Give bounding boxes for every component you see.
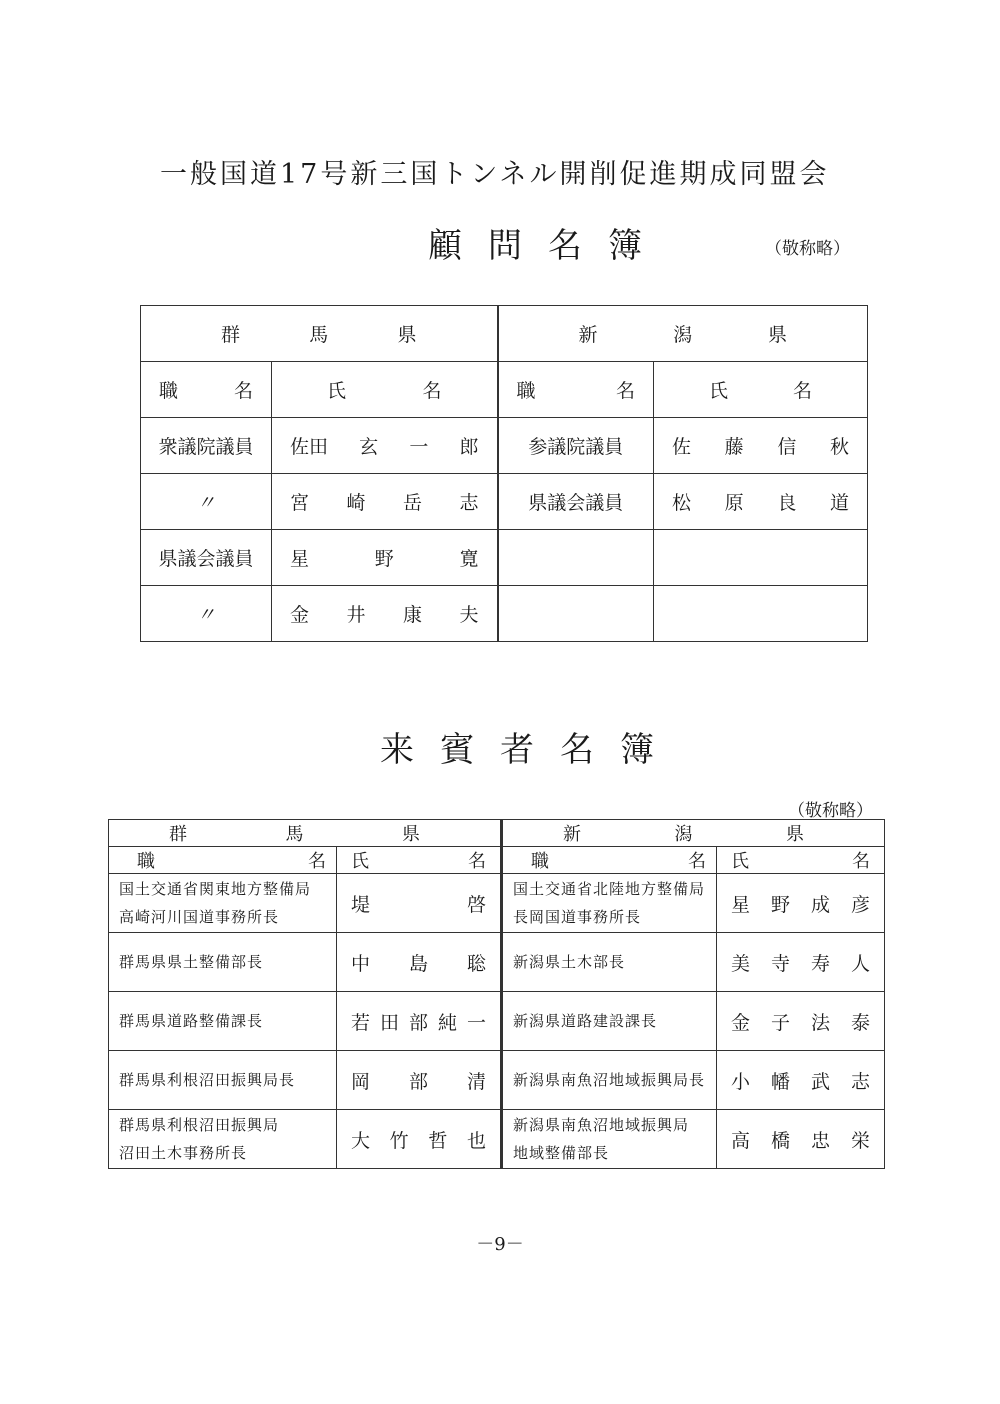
guest-name-text: 小 幡 武 志 [731,1070,870,1093]
guests-table [108,819,885,1169]
empty-cell [498,586,654,642]
gunma-label: 群 馬 県 [169,824,420,845]
page-number: －9－ [476,1234,524,1255]
table-row [109,992,885,1051]
guest-position [502,874,717,933]
advisor-name-text: 松 原 良 道 [672,492,849,514]
table-row [109,933,885,992]
guest-position [502,933,717,992]
guest-position-line: 新潟県道路建設課長 [513,1012,658,1030]
table-row [141,530,868,586]
advisor-name [272,586,498,642]
col-position-label: 職 名 [516,380,636,402]
advisor-name-text: 星 野 寛 [290,548,479,570]
guest-position-line: 新潟県南魚沼地域振興局長 [513,1071,706,1089]
organization-title: 一般国道17号新三国トンネル開削促進期成同盟会 [160,159,830,190]
guest-position-line: 群馬県県土整備部長 [119,953,264,971]
advisor-name [272,418,498,474]
advisor-position: 〃 [141,474,272,530]
col-name-header [654,362,868,418]
guest-name-text: 岡 部 清 [351,1070,486,1093]
niigata-label: 新 潟 県 [578,324,788,346]
advisor-position: 〃 [141,586,272,642]
col-name-header [272,362,498,418]
table-row [141,362,868,418]
table-row [109,1051,885,1110]
guests-title: 来賓者名簿 [380,730,680,770]
advisor-name [272,530,498,586]
col-name-header [717,847,885,874]
advisor-name-text: 金 井 康 夫 [290,604,479,626]
niigata-header [502,820,885,847]
guest-position-line: 沼田土木事務所長 [119,1144,248,1162]
empty-cell [654,530,868,586]
guest-position [502,1051,717,1110]
guest-position [109,933,337,992]
guest-position-line: 群馬県利根沼田振興局 [119,1116,280,1134]
guest-position-line: 群馬県道路整備課長 [119,1012,264,1030]
guest-name [717,874,885,933]
table-row [141,306,868,362]
advisor-name [654,474,868,530]
guest-name [337,874,502,933]
guest-position-line: 高崎河川国道事務所長 [119,908,280,926]
advisor-name-text: 佐 藤 信 秋 [672,436,849,458]
advisor-name-text: 宮 崎 岳 志 [290,492,479,514]
guests-honorific-note: （敬称略） [788,801,873,821]
guest-position-line: 地域整備部長 [513,1144,610,1162]
empty-cell [498,530,654,586]
guest-position-line: 長岡国道事務所長 [513,908,642,926]
advisor-position: 参議院議員 [498,418,654,474]
guest-name-text: 美 寺 寿 人 [731,952,870,975]
guest-name [717,1110,885,1169]
advisor-name [654,418,868,474]
advisors-title: 顧問名簿 [428,226,668,266]
table-row [109,847,885,874]
guest-position-line: 国土交通省関東地方整備局 [119,880,312,898]
guest-name [337,1051,502,1110]
col-position-header [498,362,654,418]
col-position-label: 職 名 [531,851,706,872]
guest-position-line: 国土交通省北陸地方整備局 [513,880,706,898]
table-row [141,586,868,642]
advisor-name-text: 佐田 玄 一 郎 [290,436,479,458]
col-position-header [109,847,337,874]
guest-name-text: 大 竹 哲 也 [351,1129,486,1152]
guest-name-text: 中 島 聡 [351,952,486,975]
advisor-position: 衆議院議員 [141,418,272,474]
guest-position-line: 群馬県利根沼田振興局長 [119,1071,296,1089]
guest-name-text: 堤 啓 [351,893,486,916]
col-position-label: 職 名 [159,380,253,402]
gunma-header [141,306,498,362]
guest-position [502,1110,717,1169]
advisor-position: 県議会議員 [498,474,654,530]
guest-name [717,992,885,1051]
guest-position [109,874,337,933]
advisor-position: 県議会議員 [141,530,272,586]
table-row [141,418,868,474]
guest-name-text: 若 田 部 純 一 [351,1011,486,1034]
guest-name-text: 高 橋 忠 栄 [731,1129,870,1152]
guest-position-line: 新潟県土木部長 [513,953,626,971]
guest-name [717,933,885,992]
advisors-honorific-note: （敬称略） [765,239,850,259]
advisors-table [140,305,868,642]
niigata-header [498,306,868,362]
col-name-label: 氏 名 [327,380,442,402]
col-name-label: 氏 名 [731,851,870,872]
table-row [109,1110,885,1169]
table-row [109,874,885,933]
gunma-label: 群 馬 県 [221,324,417,346]
guest-name-text: 星 野 成 彦 [731,893,870,916]
guest-name [337,1110,502,1169]
guest-position [502,992,717,1051]
guest-position [109,992,337,1051]
guest-name [337,933,502,992]
guest-name [717,1051,885,1110]
gunma-header [109,820,502,847]
niigata-label: 新 潟 県 [563,824,804,845]
col-position-label: 職 名 [137,851,326,872]
guest-name [337,992,502,1051]
col-position-header [502,847,717,874]
guest-position [109,1110,337,1169]
col-name-label: 氏 名 [351,851,486,872]
table-row [141,474,868,530]
col-name-label: 氏 名 [709,380,813,402]
col-name-header [337,847,502,874]
advisor-name [272,474,498,530]
table-row [109,820,885,847]
guest-position-line: 新潟県南魚沼地域振興局 [513,1116,690,1134]
empty-cell [654,586,868,642]
guest-name-text: 金 子 法 泰 [731,1011,870,1034]
col-position-header [141,362,272,418]
guest-position [109,1051,337,1110]
